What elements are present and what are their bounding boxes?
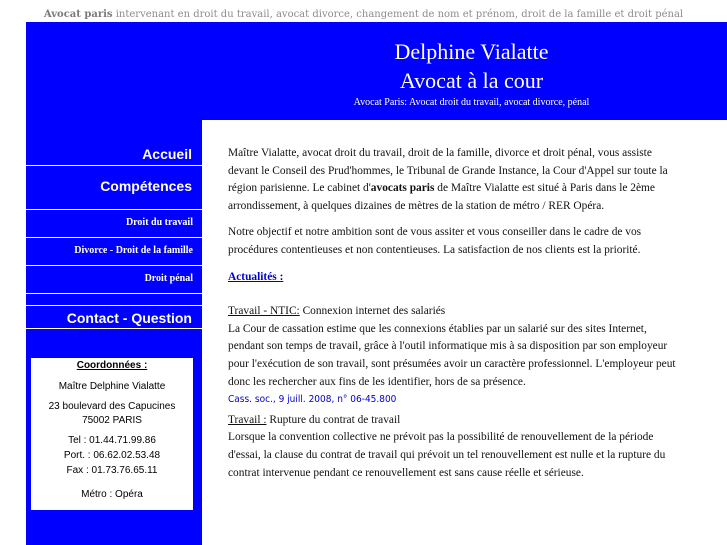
top-tagline (0, 0, 727, 22)
coord-address1: 23 boulevard des Capucines (48, 401, 176, 412)
news-item (228, 412, 676, 482)
news1-body: La Cour de cassation estime que les connexions établies par un salarié sur des sites Internet, pendant son temps de travail, grâce à l'outil informatique mis à sa disposition par son employeur pour l'exécution de son travail, sont présumées avoir un caractère professionnel. L'employeur peut donc les rechercher aux fins de les identifier, hors de sa présence. (228, 322, 676, 388)
news2-category: Travail : (228, 413, 267, 426)
coord-metro: Métro : Opéra (81, 489, 143, 500)
intro-paragraph (228, 145, 676, 215)
nav-contact[interactable]: Contact - Question (26, 305, 202, 329)
news1-title: Connexion internet des salariés (299, 305, 446, 318)
intro-text-b: de Maître Vialatte est situé à Paris dans le 2ème arrondissement, à quelques dizaines de mètres de la station de métro / RER Opéra. (228, 182, 655, 212)
contact-card (31, 358, 193, 510)
actualites-link[interactable]: Actualités : (228, 270, 284, 283)
nav-divorce-famille[interactable]: Divorce - Droit de la famille (26, 237, 202, 263)
coord-name: Maître Delphine Vialatte (58, 381, 166, 392)
main-content (228, 145, 676, 482)
coord-heading: Coordonnées : (76, 360, 148, 371)
news1-reference: Cass. soc., 9 juill. 2008, n° 06-45.800 (228, 394, 397, 406)
lawyer-title: Avocat à la cour (399, 68, 544, 93)
news-item (228, 303, 676, 409)
nav-droit-travail[interactable]: Droit du travail (26, 209, 202, 235)
coord-tel: Tel : 01.44.71.99.86 (68, 435, 156, 446)
coord-fax: Fax : 01.73.76.65.11 (66, 465, 158, 476)
header-subtitle: Avocat Paris: Avocat droit du travail, avocat divorce, pénal (353, 97, 590, 108)
lawyer-name: Delphine Vialatte (394, 39, 549, 64)
nav-competences[interactable]: Compétences (100, 178, 192, 194)
coord-address2: 75002 PARIS (82, 415, 142, 426)
news2-body: Lorsque la convention collective ne prévoit pas la possibilité de renouvellement de la période d'essai, la clause du contrat de travail qui prévoit un tel renouvellement est nulle et la rupture du contrat intervenue pendant ce renouvellement est sans cause réelle et sérieuse. (228, 431, 666, 479)
nav-accueil[interactable]: Accueil (26, 142, 202, 166)
objective-paragraph: Notre objectif et notre ambition sont de vous assiter et vous conseiller dans le cadre de vos procédures contentieuses et non contentieuses. La satisfaction de nos clients est la priorité. (228, 226, 642, 256)
intro-bold: avocats paris (370, 182, 435, 195)
tagline-bold: Avocat paris (43, 9, 113, 20)
sidebar (26, 120, 202, 545)
coord-port: Port. : 06.62.02.53.48 (63, 450, 161, 461)
news1-category: Travail - NTIC: (228, 305, 300, 318)
sidebar-divider (26, 293, 202, 294)
news2-title: Rupture du contrat de travail (266, 413, 401, 426)
header-banner (26, 22, 727, 120)
nav-droit-penal[interactable]: Droit pénal (26, 265, 202, 291)
tagline-rest: intervenant en droit du travail, avocat divorce, changement de nom et prénom, droit de la famille et droit pénal (112, 9, 684, 20)
intro-text-a: Maître Vialatte, avocat droit du travail, droit de la famille, divorce et droit pénal, vous assiste devant le Conseil des Prud'hommes, le Tribunal de Grande Instance, la Cour d'Appel sur toute la région parisienne. Le cabinet d' (228, 147, 668, 195)
